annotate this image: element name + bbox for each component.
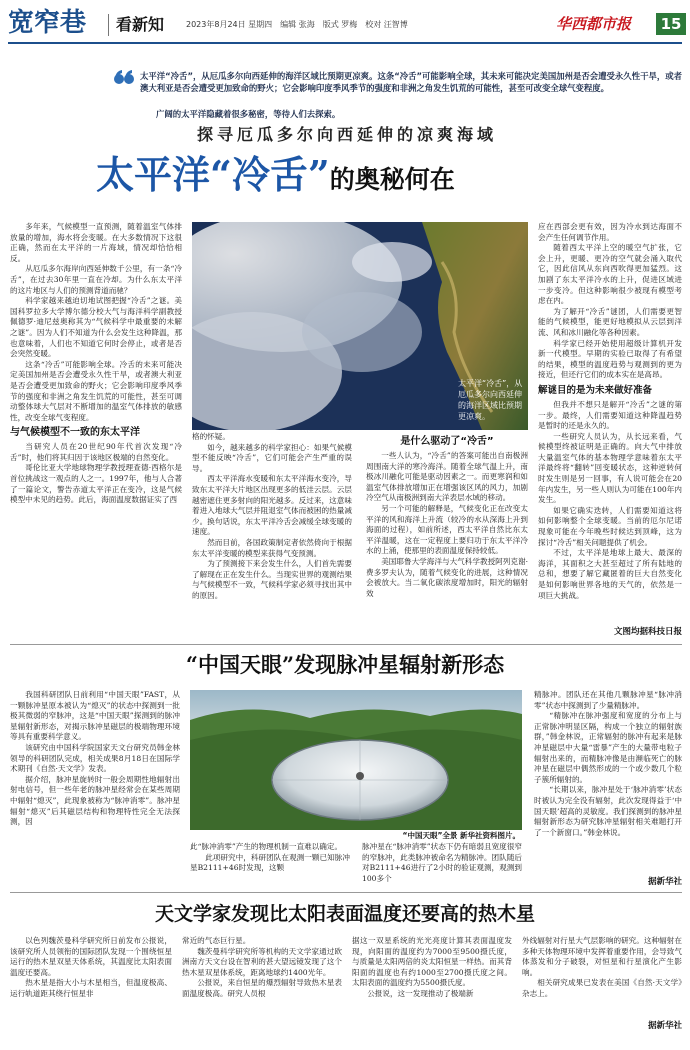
a3-headline: 天文学家发现比太阳表面温度还要高的热木星: [154, 903, 535, 925]
masthead-bar: [0, 0, 690, 46]
article2-column-2: [190, 842, 350, 888]
article1-column-4: [538, 222, 682, 622]
a1-c3-p2: 另一个可能的解释是，气候变化正在改变太平洋的风和海洋上升流（较冷的水从深海上升到海面的过程），如前所述，西太平洋自然比东太平洋温暖，这在一定程度上要归功于东太平洋冷水的上涌，使那里的表面温度保持较低。: [366, 503, 528, 556]
article1-column-3: [366, 432, 528, 642]
a1-c4-p1: 应在西部会更有效，因为冷水到达海面不会产生任何调节作用。: [538, 222, 682, 242]
a1-source: 文图均据科技日报: [613, 627, 682, 637]
a3-c4-p1: 外线辐射对行星大气层影响的研究。这种辐射在多种天体物理环境中发挥着重要作用，会导致气体蒸发和分子破裂，对恒星和行星演化产生影响。: [522, 936, 682, 977]
a1-c4-p7: 如果它确实迭转，人们需要知道这将如何影响整个全球变暖。当前的厄尔尼诺现象可能在今年晚些时候达到顶峰，这为探讨“冷舌”相关问题提供了机会。: [538, 505, 682, 547]
a3-c3-p2: 公报说，这一发现推动了极端新: [367, 988, 474, 998]
a1-c2-p4: 然而目前，各国政策制定者依然倚向于根据东太平洋变暖的模型来获得气变预测。: [192, 537, 352, 558]
a1-c1-p1: 多年来，气候模型一直预测，随着温室气体排放量的增加，海水将会变暖。在大多数情况下这很正确，然而在太平洋的一片海域，情况却恰恰相反。: [10, 222, 182, 263]
section-title: 宽窄巷: [8, 8, 87, 38]
a2-c4-p1: 精脉冲。团队还在其他几颗脉冲星“脉冲消零”状态中探测到了少量精脉冲。: [534, 690, 682, 710]
fast-telescope-image: [190, 690, 522, 830]
article2-column-1: [10, 690, 180, 886]
a3-c1-p1: 以色列魏茨曼科学研究所日前发布公报说，该研究所人员领衔的国际团队发现一个围绕恒星运行的热木星双星天体系统，其温度比太阳表面温度还要高。: [10, 936, 172, 977]
a2-c3-p1: 脉冲星在“脉冲消零”状态下仍有暗弱且宽度很窄的窄脉冲，此类脉冲被命名为精脉冲。团队随后对B2111+46进行了2小时的验证观测，观测到100多个: [362, 842, 522, 883]
article2-column-4: [534, 690, 682, 876]
quote-mark-icon: [114, 70, 134, 90]
lead-paragraph-2: 广阔的太平洋隐藏着很多秘密，等待人们去探索。: [156, 109, 341, 119]
a2-c2-p1: 此“脉冲消零”产生的物理机制一直难以确定。: [190, 842, 343, 851]
image-caption: 太平洋“冷舌”，从厄瓜多尔向西延伸的海洋区域比预期更凉爽。: [458, 379, 523, 421]
section-divider: [108, 14, 109, 36]
a1-c4-p8: 不过，太平洋是地球上最大、最深的海洋，其面积之大甚至超过了所有陆地的总和，想要了解它藏匿着的巨大自然变化是如何影响世界各地的天气的，依然是一项巨大挑战。: [538, 548, 682, 600]
a2-c1-p1: 我国科研团队日前利用“中国天眼”FAST，从一颗脉冲星原本被认为“熄灭”的状态中探测到一批极其微弱的窄脉冲，这是“中国天眼”探测到的脉冲星辐射新形态，对揭示脉冲星磁层的极端物理环境等具有重要科学意义。: [10, 690, 180, 742]
a2-image-caption: “中国天眼”全景 新华社资料图片。: [402, 831, 520, 840]
section-subtitle: 看新知: [116, 15, 165, 34]
a1-c1-p6: 哥伦比亚大学地球物理学教授理查德·西格尔是首位挑战这一观点的人之一。1997年，他与人合著了一篇论文，警告赤道太平洋正在变冷，这是气候模型中未见的趋势。此后，海面温度数据证实了西: [10, 463, 182, 505]
a3-c4-p2: 相关研究成果已发表在美国《自然·天文学》杂志上。: [522, 978, 682, 998]
a1-subhead-2: 是什么驱动了“冷舌”: [400, 436, 494, 447]
a1-c4-p5: 但我并不想只是解开“冷舌”之谜的第一步。最终，人们需要知道这种降温趋势是暂时的还是永久的。: [538, 399, 682, 431]
a2-c1-p2: 该研究由中国科学院国家天文台研究员韩金林领导的科研团队完成，相关成果8月18日在国际学术期刊《自然·天文学》发表。: [10, 742, 180, 774]
a2-c1-p3: 据介绍，脉冲星旋转时一般会周期性地辐射出射电信号，但一些年老的脉冲星经常会在某些周期中辐射“熄灭”，此现象被称为“脉冲消零”。脉冲星辐射“熄灭”后其磁层结构和物理特性完全无法探测，因: [10, 774, 180, 827]
a3-c2-p3: 公报说，来自恒星的爆烈辐射导致热木星表面温度极高。研究人员根: [182, 978, 342, 998]
a3-c1-p2: 热木星是指大小与木星相当，但温度极高、运行轨道距其绕行恒星非: [10, 978, 172, 998]
a3-c2-p1: 常近的气态巨行星。: [182, 936, 251, 945]
a1-c4-p4: 科学家已经开始使用超级计算机开发新一代模型。早期的实验已取得了有希望的结果，模型的温度趋势与观测到的更为接近，但还行它们的成本实在是高昂。: [538, 338, 682, 380]
a1-c2-p3: 西太平洋海水变暖和东太平洋海水变冷，导致东太平洋大片地区出现更多的低洼云层。云层越密遮住更多射向的阳光越多。反过来，这意味着进入地球大气层并阻退室气体而被困的热量减少。换句话说，东太平洋冷舌会减缓全球变暖的速度。: [192, 474, 352, 537]
article1-column-2: [192, 432, 352, 642]
newspaper-logo: 华西都市报: [556, 15, 632, 33]
headline-main: [96, 150, 616, 202]
a2-headline: “中国天眼”发现脉冲星辐射新形态: [185, 652, 505, 677]
article3-column-4: [522, 936, 682, 1016]
a1-c2-p1: 格的怀疑。: [192, 432, 230, 441]
divider-a3: [10, 892, 682, 893]
a1-c2-p5: 为了预测接下来会发生什么，人们首先需要了解现在正在发生什么。当现实世界的观测结果与气候模型不一致，气候科学家必须寻找出其中的原因。: [192, 559, 352, 600]
a1-c4-p6: 一些研究人员认为，从长远来看，气候模型终被证明是正确的。向大气中排放大量温室气体的基本物理学意味着东太平洋最终将“翻转”回变暖状态，这种逆转何时发生则是另一回事，有人说可能会在20年内发生，另一些人则认为可能在100年内发生。: [538, 431, 682, 505]
article3-column-3: [352, 936, 512, 1032]
a1-subhead-3: 解谜目的是为未来做好准备: [538, 384, 653, 396]
a2-c2-p2: 此项研究中，科研团队在观测一颗已知脉冲星B2111+46时发现，这颗: [190, 852, 350, 873]
a1-c4-p3: 为了解开“冷舌”谜团，人们需要更智能的气候模型，能更好地模拟从云层到洋流、风和冰川融化等各种因素。: [538, 306, 682, 337]
a1-c4-p2: 随着西太平洋上空的暖空气扩张，它会上升，更暖、更冷的空气就会涌入取代它，因此信风从东向西吹得更加猛烈。这加剧了东太平洋冷水的上升，促进区域进一步变冷。但这种影响很少被现有模型考虑在内。: [538, 243, 682, 306]
a3-c2-p2: 魏茨曼科学研究所等机构的天文学家通过欧洲南方天文台设在智利的甚大望远镜发现了这个热木星双星体系统，距离地球约1400光年。: [182, 946, 342, 977]
a2-c4-p3: “长期以来，脉冲星处于‘脉冲消零’状态时被认为完全没有辐射，此次发现得益于‘中国天眼’超高的灵敏度。我们探测到的脉冲星辐射新形态为研究脉冲星辐射相关难题打开了一个新窗口。”韩金林说。: [534, 785, 682, 837]
divider-a2: [10, 644, 682, 645]
a1-subhead-1: 与气候模型不一致的东太平洋: [10, 427, 140, 439]
a3-source: 据新华社: [647, 1021, 682, 1031]
a3-c3-p1: 据这一双星系统的光光亮度计算其表面温度发现，向阳面的温度约为7000至9500摄氏度，与质量是太阳两倍的炎太阳恒星一样热。而其背阳面的温度也有约1000至2700摄氏度之间。太阳表面的温度约为5500摄氏度。: [352, 936, 512, 988]
article2-column-3: [362, 842, 522, 888]
a2-c4-p2: “精脉冲在脉冲强度和宽度的分布上与正常脉冲明显区隔，构成一个独立的辐射族群，”韩金林说，正常辐射的脉冲有起来是脉冲星磁层中大量“雷暴”产生的大量带电粒子辐射出来的，而精脉冲像是由濒临死亡的脉冲星在磁层中偶然形成的一个或少数几个粒子簇所辐射的。: [534, 711, 682, 784]
a1-c1-p3: 科学家越来越迫切地试图把握“冷舌”之谜。美国科罗拉多大学博尔德分校大气与海洋科学副教授佩德罗·迪尼兹奥称其为“气候科学中最重要的未解之谜”。因为人们不知道为什么会发生这种降温，那也意味着，人们也不知道它何时会停止，或者是否会突然变暖。: [10, 296, 182, 359]
a1-c2-p2: 如今，越来越多的科学家担心：如果气候模型不能反映“冷舌”，它们可能会产生严重的误导。: [192, 442, 352, 473]
page-number: 15: [656, 13, 686, 35]
a1-c1-p5: 当研究人员在20世纪90年代首次发现“冷舌”时，他们将其归因于该地区极端的自然变化。: [10, 442, 182, 462]
article3-column-1: [10, 936, 172, 1032]
a1-c3-p3: 美国耶鲁大学海洋与大气科学教授阿列克谢·费多罗夫认为，随着气候变化的进展，这种情况会被放大。当二氧化碳浓度增加时，阳光的辐射效: [366, 556, 528, 598]
a2-source: 据新华社: [647, 877, 682, 887]
a1-c1-p2: 从厄瓜多尔海岸向西延伸数千公里，有一条“冷舌”，在过去30年里一直在冷却。为什么东太平洋的这片地区与人们的预测背道而驰？: [10, 264, 182, 295]
a1-c1-p4: 这条“冷舌”可能影响全球。冷舌的未来可能决定美国加州是否会遭受永久性干旱，或者澳大利亚是否会遭受更加致命的野火；它会影响印度季风季节的强度和非洲之角发生饥荒的可能性，甚至可调动整体球大气层对不断增加的温室气体排放的敏感性，改变全球气变程度。: [10, 359, 182, 422]
issue-info: 2023年8月24日 星期四 编辑 张海 版式 罗梅 校对 汪智博: [186, 20, 408, 29]
kicker: 探寻厄瓜多尔向西延伸的凉爽海域: [196, 125, 497, 144]
article1-column-1: [10, 222, 182, 642]
lead-paragraph: 太平洋“冷舌”，从厄瓜多尔向西延伸的海洋区域比预期更凉爽。这条“冷舌”可能影响全球，其未来可能决定美国加州是否会遭受永久性干旱，或者澳大利亚是否会遭受更加致命的野火；它会影响印度季风季节的强度和非洲之角发生饥荒的可能性，甚至可改变全球气变程度。: [140, 71, 682, 93]
headline-rest: 的奥秘何在: [329, 165, 455, 194]
headline-accent: 太平洋“冷舌”: [96, 152, 330, 197]
masthead-rule: [8, 42, 682, 44]
article3-column-2: [182, 936, 342, 1032]
a1-c3-p1: 一些人认为，“冷舌”的答案可能出自南极洲周围南大洋的寒冷海洋。随着全球气温上升，南极冰川融化可能是驱动因素之一。而更寒润和如温室气体排放增加正在增强该区风的风力，加剧冷空气从南极洲到南大洋表层水域的移动。: [366, 451, 528, 503]
